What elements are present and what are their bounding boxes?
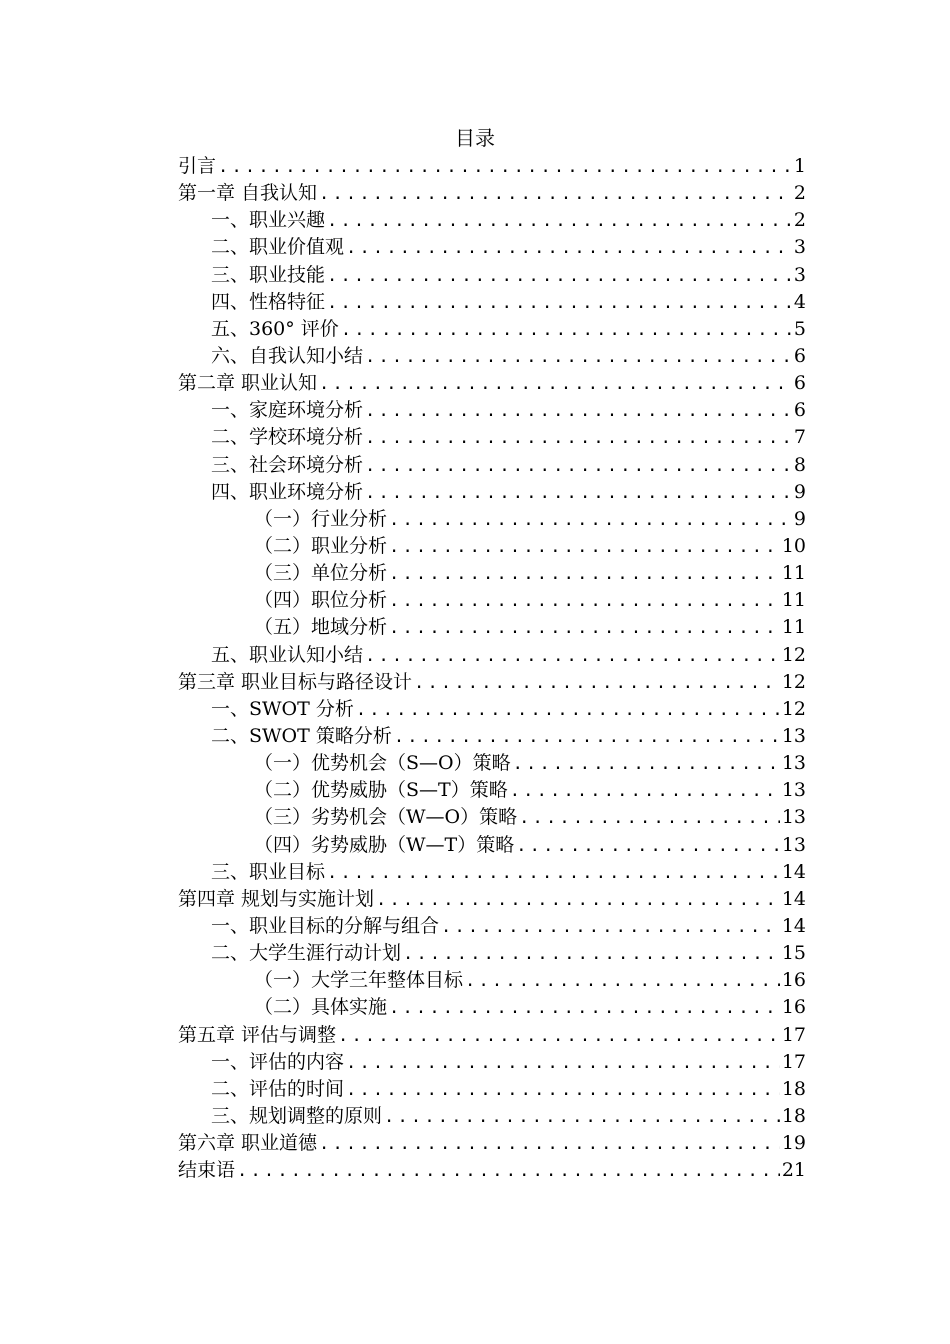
toc-entry-page-number: 16 bbox=[781, 996, 806, 1019]
toc-entry-page-number: 11 bbox=[781, 616, 806, 639]
toc-leader-dots bbox=[465, 968, 780, 995]
toc-entry-page-number: 14 bbox=[781, 914, 806, 937]
toc-leader-dots bbox=[365, 643, 780, 670]
toc-entry[interactable] bbox=[178, 614, 806, 641]
toc-entry-page-number: 18 bbox=[781, 1104, 806, 1127]
toc-entry[interactable] bbox=[178, 207, 806, 234]
toc-leader-dots bbox=[218, 154, 792, 181]
toc-entry-label: 第三章 职业目标与路径设计 bbox=[178, 670, 413, 693]
toc-entry[interactable] bbox=[178, 750, 806, 777]
toc-entry-label: （五）地域分析 bbox=[254, 616, 388, 639]
toc-leader-dots bbox=[365, 480, 792, 507]
toc-leader-dots bbox=[441, 914, 780, 941]
toc-leader-dots bbox=[414, 670, 780, 697]
toc-entry[interactable] bbox=[178, 1022, 806, 1049]
toc-leader-dots bbox=[319, 371, 792, 398]
toc-entry[interactable] bbox=[178, 696, 806, 723]
toc-entry-label: （一）优势机会（S—O）策略 bbox=[254, 752, 511, 775]
toc-entry-label: 引言 bbox=[178, 155, 217, 177]
toc-entry-label: （二）职业分析 bbox=[254, 534, 388, 557]
toc-entry-label: 二、职业价值观 bbox=[211, 236, 345, 259]
toc-entry-label: 四、职业环境分析 bbox=[211, 480, 364, 503]
toc-entry-page-number: 6 bbox=[793, 344, 806, 367]
toc-leader-dots bbox=[356, 697, 780, 724]
toc-entry[interactable] bbox=[178, 506, 806, 533]
toc-leader-dots bbox=[319, 1131, 780, 1158]
toc-leader-dots bbox=[389, 534, 780, 561]
toc-entry-label: （四）职位分析 bbox=[254, 589, 388, 612]
toc-entry-label: 二、大学生涯行动计划 bbox=[211, 942, 402, 965]
toc-entry-label: （一）行业分析 bbox=[254, 507, 388, 530]
toc-entry-label: 三、社会环境分析 bbox=[211, 453, 364, 476]
toc-entry-page-number: 9 bbox=[793, 507, 806, 530]
toc-entry-page-number: 14 bbox=[781, 860, 806, 883]
toc-entry[interactable] bbox=[178, 832, 806, 859]
toc-entry-page-number: 11 bbox=[781, 589, 806, 612]
toc-entry-page-number: 6 bbox=[793, 399, 806, 422]
toc-entry[interactable] bbox=[178, 262, 806, 289]
toc-entry[interactable] bbox=[178, 289, 806, 316]
toc-leader-dots bbox=[510, 778, 780, 805]
toc-entry-label: 三、规划调整的原则 bbox=[211, 1104, 383, 1127]
toc-entry-page-number: 10 bbox=[781, 534, 806, 557]
toc-entry-page-number: 17 bbox=[781, 1023, 806, 1046]
toc-leader-dots bbox=[341, 317, 792, 344]
toc-entry[interactable] bbox=[178, 153, 806, 180]
toc-entry-page-number: 12 bbox=[781, 697, 806, 720]
toc-leader-dots bbox=[338, 1023, 780, 1050]
toc-entry-page-number: 12 bbox=[781, 670, 806, 693]
toc-entry[interactable] bbox=[178, 994, 806, 1021]
toc-leader-dots bbox=[365, 425, 792, 452]
toc-entry-page-number: 8 bbox=[793, 453, 806, 476]
toc-entry-label: 二、SWOT 策略分析 bbox=[211, 724, 392, 747]
toc-entry-page-number: 17 bbox=[781, 1050, 806, 1073]
toc-entry-label: 一、评估的内容 bbox=[211, 1050, 345, 1073]
toc-entry-label: 三、职业目标 bbox=[211, 860, 326, 883]
toc-entry[interactable] bbox=[178, 913, 806, 940]
toc-entry[interactable] bbox=[178, 370, 806, 397]
toc-entry-page-number: 3 bbox=[793, 236, 806, 259]
toc-leader-dots bbox=[327, 208, 792, 235]
toc-entry[interactable] bbox=[178, 1130, 806, 1157]
toc-entry-label: 五、职业认知小结 bbox=[211, 643, 364, 666]
toc-entry[interactable] bbox=[178, 669, 806, 696]
toc-entry-page-number: 5 bbox=[793, 317, 806, 340]
toc-entry-page-number: 7 bbox=[793, 426, 806, 449]
toc-entry[interactable] bbox=[178, 723, 806, 750]
toc-entry[interactable] bbox=[178, 479, 806, 506]
toc-entry-page-number: 4 bbox=[793, 290, 806, 313]
toc-entry[interactable] bbox=[178, 1103, 806, 1130]
toc-entry-page-number: 9 bbox=[793, 480, 806, 503]
toc-leader-dots bbox=[327, 860, 780, 887]
toc-entry-label: （三）劣势机会（W—O）策略 bbox=[254, 806, 518, 829]
toc-leader-dots bbox=[237, 1158, 780, 1185]
toc-entry-label: （二）优势威胁（S—T）策略 bbox=[254, 779, 508, 802]
toc-leader-dots bbox=[346, 235, 792, 262]
toc-entry[interactable] bbox=[178, 777, 806, 804]
toc-leader-dots bbox=[516, 833, 780, 860]
toc-leader-dots bbox=[319, 181, 792, 208]
toc-entry-page-number: 15 bbox=[781, 942, 806, 965]
toc-entry[interactable] bbox=[178, 1157, 806, 1184]
toc-leader-dots bbox=[365, 453, 792, 480]
toc-entry-label: （三）单位分析 bbox=[254, 562, 388, 585]
toc-entry-page-number: 2 bbox=[793, 182, 806, 205]
toc-entry-page-number: 11 bbox=[781, 562, 806, 585]
toc-entry-page-number: 13 bbox=[781, 752, 806, 775]
toc-entry[interactable] bbox=[178, 940, 806, 967]
toc-entry-label: 三、职业技能 bbox=[211, 263, 326, 286]
toc-leader-dots bbox=[365, 398, 792, 425]
toc-entry-page-number: 12 bbox=[781, 643, 806, 666]
toc-entry[interactable] bbox=[178, 452, 806, 479]
toc-entry-label: （一）大学三年整体目标 bbox=[254, 969, 464, 992]
toc-leader-dots bbox=[389, 507, 792, 534]
toc-entry[interactable] bbox=[178, 234, 806, 261]
toc-leader-dots bbox=[389, 995, 780, 1022]
toc-entry-label: 一、家庭环境分析 bbox=[211, 399, 364, 422]
toc-entry[interactable] bbox=[178, 804, 806, 831]
toc-leader-dots bbox=[346, 1077, 780, 1104]
toc-entry-label: 第四章 规划与实施计划 bbox=[178, 887, 375, 910]
toc-entry[interactable] bbox=[178, 1049, 806, 1076]
toc-entry-page-number: 1 bbox=[793, 155, 806, 177]
toc-entry-label: 第一章 自我认知 bbox=[178, 182, 318, 205]
toc-entry-page-number: 13 bbox=[781, 833, 806, 856]
toc-entry-page-number: 21 bbox=[781, 1159, 806, 1182]
toc-entry-label: 五、360° 评价 bbox=[211, 317, 339, 340]
toc-entry[interactable] bbox=[178, 886, 806, 913]
toc-entry-label: 二、评估的时间 bbox=[211, 1077, 345, 1100]
toc-leader-dots bbox=[513, 751, 780, 778]
toc-entry-page-number: 19 bbox=[781, 1132, 806, 1155]
toc-entry-page-number: 13 bbox=[781, 806, 806, 829]
toc-entry-label: 一、职业兴趣 bbox=[211, 209, 326, 232]
toc-entry-label: 六、自我认知小结 bbox=[211, 344, 364, 367]
toc-entry-label: 第六章 职业道德 bbox=[178, 1132, 318, 1155]
toc-entry-label: 一、SWOT 分析 bbox=[211, 697, 354, 720]
toc-entry-label: 四、性格特征 bbox=[211, 290, 326, 313]
toc-entry-label: 二、学校环境分析 bbox=[211, 426, 364, 449]
toc-entry-page-number: 18 bbox=[781, 1077, 806, 1100]
toc-entry[interactable] bbox=[178, 343, 806, 370]
toc-entry[interactable] bbox=[178, 1076, 806, 1103]
toc-leader-dots bbox=[403, 941, 780, 968]
toc-entry[interactable] bbox=[178, 859, 806, 886]
toc-leader-dots bbox=[327, 263, 792, 290]
toc-entry-label: （四）劣势威胁（W—T）策略 bbox=[254, 833, 515, 856]
toc-entry-label: 结束语 bbox=[178, 1159, 236, 1182]
toc-entry-page-number: 14 bbox=[781, 887, 806, 910]
toc-entry-label: 第二章 职业认知 bbox=[178, 372, 318, 395]
toc-leader-dots bbox=[389, 588, 780, 615]
table-of-contents bbox=[178, 153, 806, 1184]
toc-leader-dots bbox=[389, 561, 780, 588]
toc-entry-label: 一、职业目标的分解与组合 bbox=[211, 914, 440, 937]
toc-leader-dots bbox=[519, 805, 780, 832]
toc-leader-dots bbox=[394, 724, 780, 751]
toc-entry-label: 第五章 评估与调整 bbox=[178, 1023, 337, 1046]
toc-entry[interactable] bbox=[178, 587, 806, 614]
toc-leader-dots bbox=[389, 615, 780, 642]
toc-entry-page-number: 3 bbox=[793, 263, 806, 286]
toc-leader-dots bbox=[365, 344, 792, 371]
toc-leader-dots bbox=[384, 1104, 780, 1131]
toc-entry[interactable] bbox=[178, 967, 806, 994]
toc-leader-dots bbox=[346, 1050, 780, 1077]
toc-entry-page-number: 6 bbox=[793, 372, 806, 395]
toc-entry-page-number: 16 bbox=[781, 969, 806, 992]
toc-entry[interactable] bbox=[178, 424, 806, 451]
toc-title: 目录 bbox=[455, 126, 495, 150]
toc-leader-dots bbox=[327, 290, 792, 317]
toc-entry-page-number: 2 bbox=[793, 209, 806, 232]
toc-leader-dots bbox=[376, 887, 780, 914]
toc-entry-page-number: 13 bbox=[781, 779, 806, 802]
toc-entry[interactable] bbox=[178, 533, 806, 560]
toc-entry[interactable] bbox=[178, 642, 806, 669]
toc-entry-label: （二）具体实施 bbox=[254, 996, 388, 1019]
toc-entry-page-number: 13 bbox=[781, 724, 806, 747]
toc-entry[interactable] bbox=[178, 560, 806, 587]
toc-entry[interactable] bbox=[178, 180, 806, 207]
toc-entry[interactable] bbox=[178, 397, 806, 424]
toc-entry[interactable] bbox=[178, 316, 806, 343]
